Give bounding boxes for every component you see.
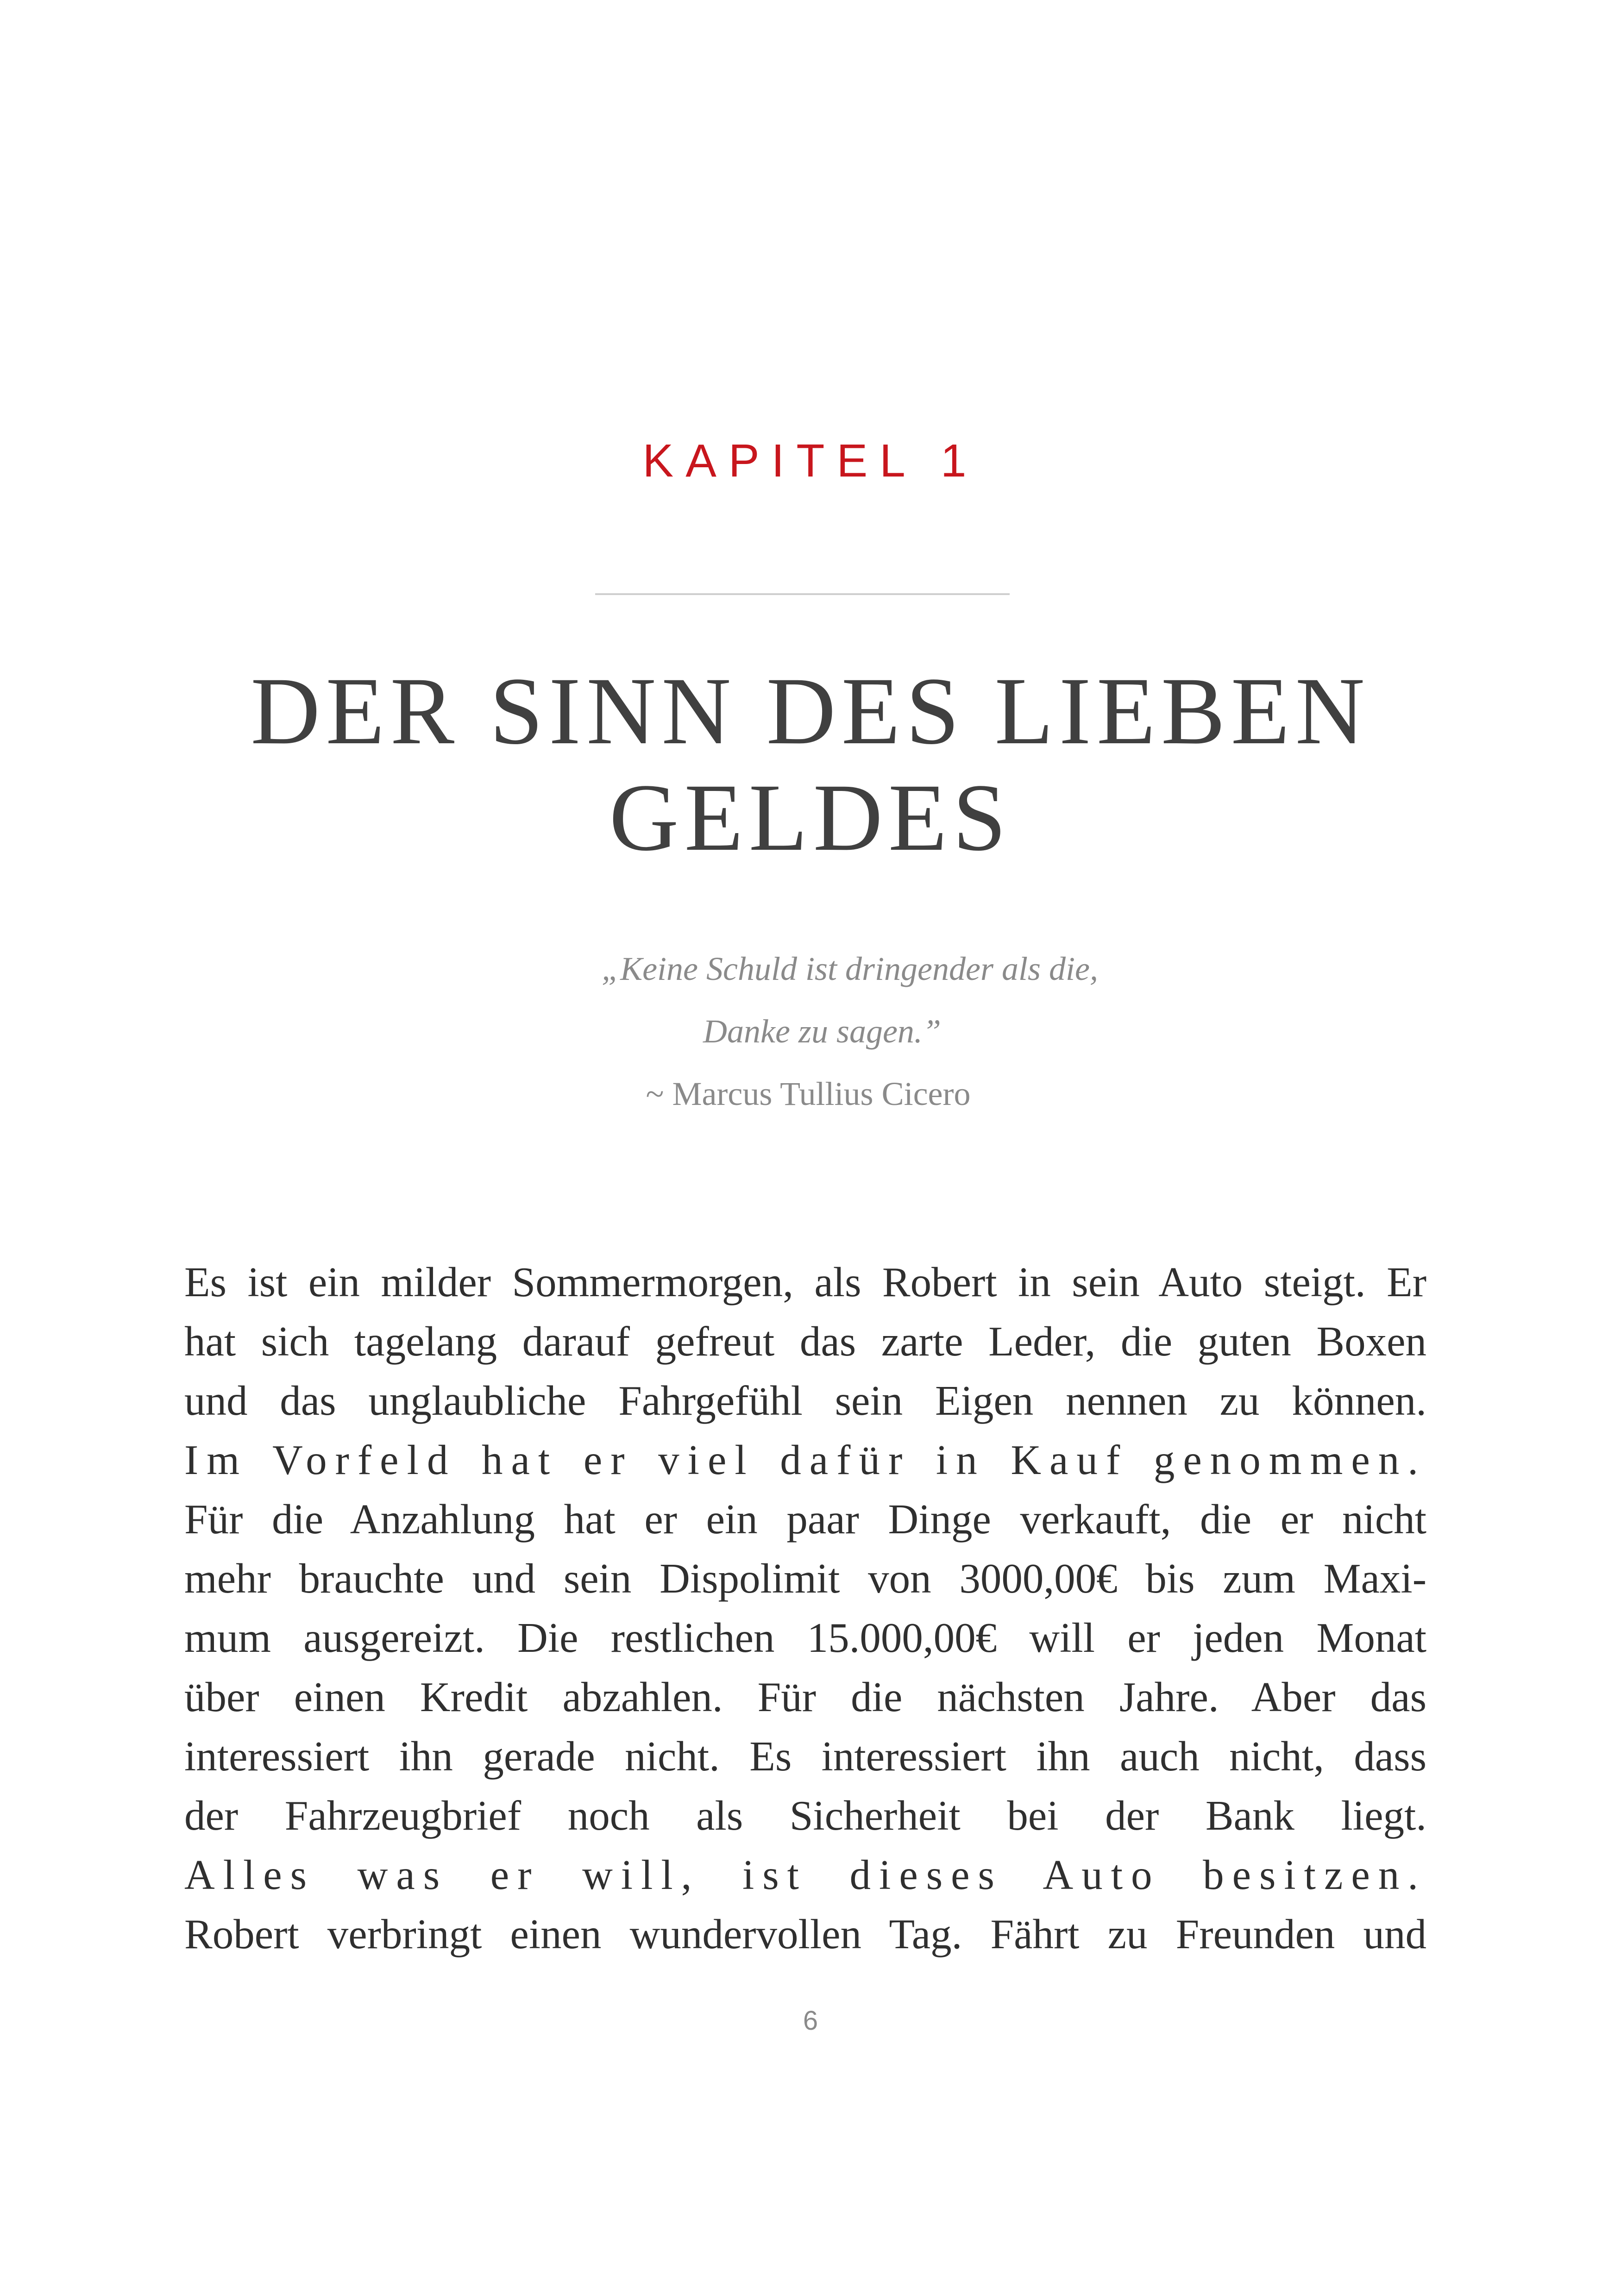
chapter-title-line-1: DER SINN DES LIEBEN [251, 658, 1370, 764]
chapter-title-line-2: GELDES [609, 764, 1012, 871]
body-line: mehr brauchte und sein Dispolimit von 3000,00€ bis zum Maxi- [184, 1555, 1426, 1602]
body-line: hat sich tagelang darauf gefreut das zarte Leder, die guten Boxen [184, 1318, 1426, 1365]
body-line: der Fahrzeugbrief noch als Sicherheit bei der Bank liegt. [184, 1792, 1426, 1839]
body-text [184, 1253, 1426, 1964]
epigraph [0, 938, 1621, 1125]
chapter-label: KAPITEL 1 [642, 435, 979, 487]
epigraph-quote-line-1: „Keine Schuld ist dringender als die, [602, 950, 1098, 987]
page-number: 6 [803, 2006, 818, 2036]
body-line: Für die Anzahlung hat er ein paar Dinge verkauft, die er nicht [184, 1496, 1426, 1543]
body-line: Robert verbringt einen wundervollen Tag. Fährt zu Freunden und [184, 1911, 1426, 1957]
body-line: und das unglaubliche Fahrgefühl sein Eigen nennen zu können. [184, 1377, 1426, 1424]
epigraph-attribution: ~ Marcus Tullius Cicero [646, 1075, 971, 1112]
body-line: mum ausgereizt. Die restlichen 15.000,00€ will er jeden Monat [184, 1614, 1426, 1661]
epigraph-quote-line-2: Danke zu sagen.” [703, 1013, 941, 1050]
body-line: Es ist ein milder Sommermorgen, als Robert in sein Auto steigt. Er [184, 1259, 1426, 1305]
body-line: Alles was er will, ist dieses Auto besitzen. [184, 1851, 1426, 1898]
chapter-title [139, 658, 1482, 871]
body-line: interessiert ihn gerade nicht. Es interessiert ihn auch nicht, dass [184, 1733, 1426, 1780]
body-line: Im Vorfeld hat er viel dafür in Kauf genommen. [184, 1437, 1426, 1483]
body-line: über einen Kredit abzahlen. Für die nächsten Jahre. Aber das [184, 1674, 1426, 1720]
title-divider [595, 593, 1010, 595]
